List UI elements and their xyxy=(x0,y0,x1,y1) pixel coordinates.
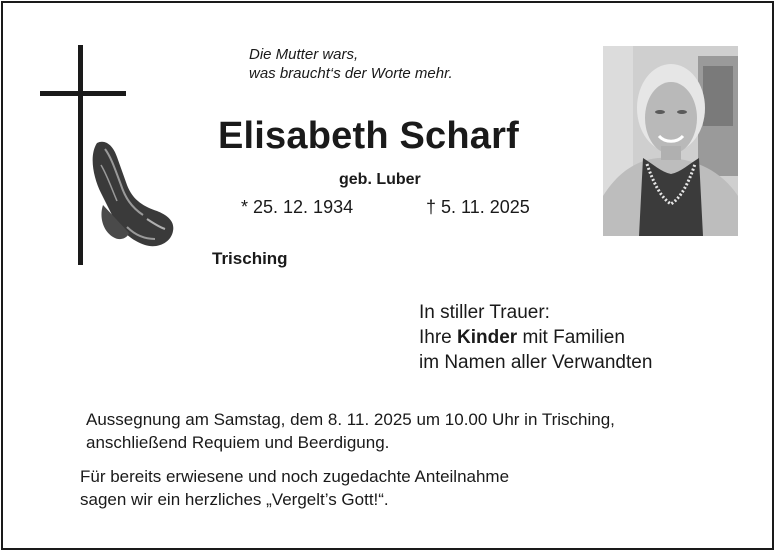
thanks-line-2: sagen wir ein herzliches „Vergelt’s Gott!“. xyxy=(80,490,389,509)
deceased-name: Elisabeth Scharf xyxy=(218,115,519,157)
thanks-note xyxy=(80,465,509,511)
mourners-children: Kinder xyxy=(457,327,518,348)
quote-line-1: Die Mutter wars, xyxy=(249,46,359,63)
mourners-block xyxy=(419,300,652,375)
mourners-line-2-prefix: Ihre xyxy=(419,327,458,348)
mourners-line-2-suffix: mit Familien xyxy=(517,327,625,348)
mourners-line-1: In stiller Trauer: xyxy=(419,302,550,323)
quote xyxy=(249,45,453,83)
service-line-2: anschließend Requiem und Beerdigung. xyxy=(86,433,390,452)
thanks-line-1: Für bereits erwiesene und noch zugedachte Anteilnahme xyxy=(80,467,510,486)
hometown: Trisching xyxy=(212,249,288,268)
service-info xyxy=(86,408,615,454)
maiden-name: geb. Luber xyxy=(339,171,421,188)
death-date: † 5. 11. 2025 xyxy=(426,197,530,217)
praying-hands-icon xyxy=(87,135,177,255)
portrait-photo xyxy=(603,46,738,236)
obituary-notice xyxy=(1,1,774,550)
service-line-1: Aussegnung am Samstag, dem 8. 11. 2025 um 10.00 Uhr in Trisching, xyxy=(86,410,615,429)
mourners-line-3: im Namen aller Verwandten xyxy=(419,352,653,373)
birth-date: * 25. 12. 1934 xyxy=(241,197,354,217)
quote-line-2: was braucht‘s der Worte mehr. xyxy=(249,65,453,82)
mourners-line-2 xyxy=(419,325,652,350)
